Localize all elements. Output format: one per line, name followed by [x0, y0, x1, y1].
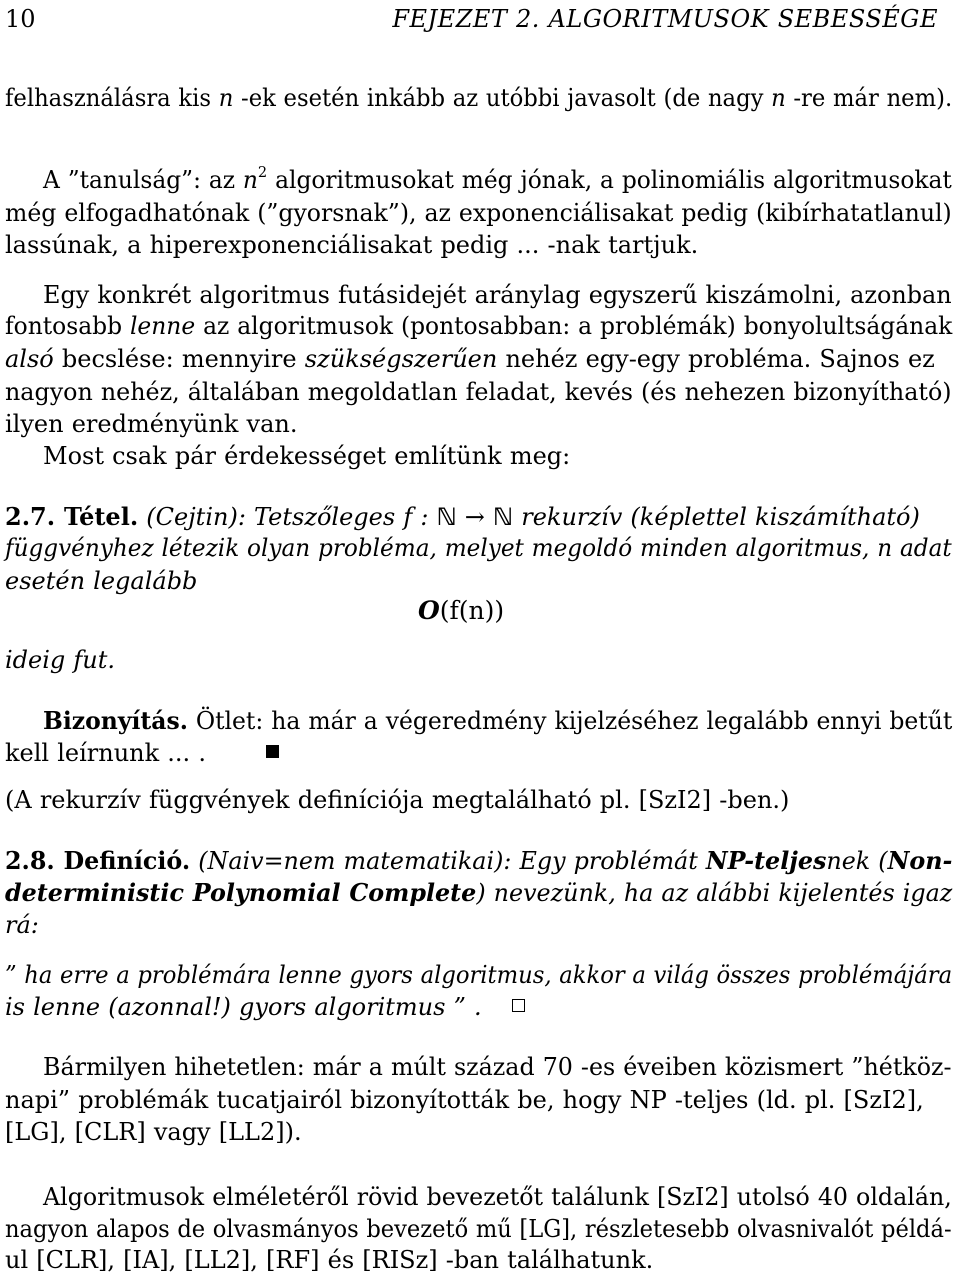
theorem-label: 2.7. Tétel. — [5, 502, 139, 531]
bold-term: Non- — [887, 846, 953, 875]
paragraph-line: [LG], [CLR] vagy [LL2]). — [5, 1118, 302, 1146]
running-title: FEJEZET 2. ALGORITMUSOK SEBESSÉGE — [392, 5, 938, 33]
text-span: az algoritmusok (pontosabban: a problémák) bonyolultságának — [195, 312, 953, 340]
paragraph-line: lassúnak, a hiperexponenciálisakat pedig ... -nak tartjuk. — [5, 231, 699, 259]
text-span: felhasználásra kis — [5, 84, 219, 112]
text-span: fontosabb — [5, 312, 130, 340]
paragraph-line: Bármilyen hihetetlen: már a múlt század 70 -es éveiben közismert ”hétköz- — [43, 1053, 952, 1081]
definition-quote-line: ” ha erre a problémára lenne gyors algoritmus, akkor a világ összes problémájára — [5, 961, 953, 989]
paragraph-line — [5, 344, 935, 374]
text-span: is lenne (azonnal!) gyors algoritmus ” . — [5, 993, 482, 1021]
text-span: algoritmusokat még jónak, a polinomiális algoritmusokat — [267, 166, 952, 194]
text-span: Ötlet: ha már a végeredmény kijelzéséhez legalább ennyi betűt — [187, 707, 953, 735]
formula-argument: (f(n)) — [439, 596, 505, 625]
big-o-formula — [418, 596, 504, 626]
paragraph-line — [43, 165, 952, 195]
proof-label: Bizonyítás. — [43, 706, 188, 735]
text-span: kell leírnunk ... . — [5, 739, 206, 767]
math-variable: n — [218, 84, 234, 112]
paragraph-line — [5, 83, 952, 113]
paragraph-line: nagyon alapos de olvasmányos bevezető mű [LG], részletesebb olvasnivalót példá- — [5, 1215, 952, 1243]
naturals-symbol: ℕ — [436, 503, 457, 531]
naturals-symbol: ℕ — [493, 503, 514, 531]
paragraph-line: Algoritmusok elméletéről rövid bevezetőt találunk [SzI2] utolsó 40 oldalán, — [43, 1183, 952, 1211]
emphasis: alsó — [5, 345, 54, 373]
theorem-line: esetén legalább — [5, 567, 198, 595]
text-span: nehéz egy-egy probléma. Sajnos ez — [497, 345, 935, 373]
math-variable: f : — [403, 503, 437, 531]
text-span: rekurzív (képlettel kiszámítható) — [513, 503, 920, 531]
text-span: -re már nem). — [785, 84, 953, 112]
text-span: becslése: mennyire — [53, 345, 305, 373]
proof-line — [5, 738, 279, 768]
page-number: 10 — [5, 5, 36, 33]
definition-quote-line — [5, 992, 525, 1022]
definition-label: 2.8. Definíció. — [5, 846, 191, 875]
text-span: -ek esetén inkább az utóbbi javasolt (de nagy — [233, 84, 772, 112]
qed-filled-square-icon — [266, 745, 279, 758]
text-span: nek ( — [826, 847, 888, 875]
superscript: 2 — [257, 163, 268, 181]
text-span: (Cejtin): Tetszőleges — [138, 503, 404, 531]
paragraph-line: ilyen eredményünk van. — [5, 410, 298, 438]
proof-line — [43, 706, 952, 736]
math-variable: n — [242, 166, 258, 194]
end-of-definition-square-icon — [512, 999, 525, 1012]
text-span: A ”tanulság”: az — [43, 166, 243, 194]
paragraph-line: Most csak pár érdekességet említünk meg: — [43, 442, 571, 470]
definition-line — [5, 846, 952, 876]
theorem-line: ideig fut. — [5, 646, 116, 674]
theorem-line — [5, 502, 920, 532]
theorem-line: függvényhez létezik olyan probléma, melyet megoldó minden algoritmus, n adat — [5, 534, 952, 562]
text-span: ) nevezünk, ha az alábbi kijelentés igaz — [476, 879, 953, 907]
note-line: (A rekurzív függvények definíciója megtalálható pl. [SzI2] -ben.) — [5, 786, 790, 814]
definition-line: rá: — [5, 911, 39, 939]
emphasis: lenne — [129, 312, 196, 340]
paragraph-line: nagyon nehéz, általában megoldatlan feladat, kevés (és nehezen bizonyítható) — [5, 378, 952, 406]
arrow-symbol: → — [456, 503, 494, 531]
paragraph-line: ul [CLR], [IA], [LL2], [RF] és [RISz] -ban találhatunk. — [5, 1246, 654, 1274]
paragraph-line: Egy konkrét algoritmus futásidejét aránylag egyszerű kiszámolni, azonban — [43, 281, 952, 309]
paragraph-line: napi” problémák tucatjairól bizonyították be, hogy NP -teljes (ld. pl. [SzI2], — [5, 1086, 924, 1114]
bold-term: NP-teljes — [705, 846, 827, 875]
big-o-symbol: O — [418, 596, 440, 625]
paragraph-line: még elfogadhatónak (”gyorsnak”), az exponenciálisakat pedig (kibírhatatlanul) — [5, 199, 952, 227]
text-span: (Naiv=nem matematikai): Egy problémát — [190, 847, 706, 875]
math-variable: n — [771, 84, 786, 112]
bold-term: deterministic Polynomial Complete — [5, 878, 477, 907]
definition-line — [5, 878, 952, 908]
paragraph-line — [5, 311, 952, 341]
emphasis: szükségszerűen — [304, 345, 498, 373]
